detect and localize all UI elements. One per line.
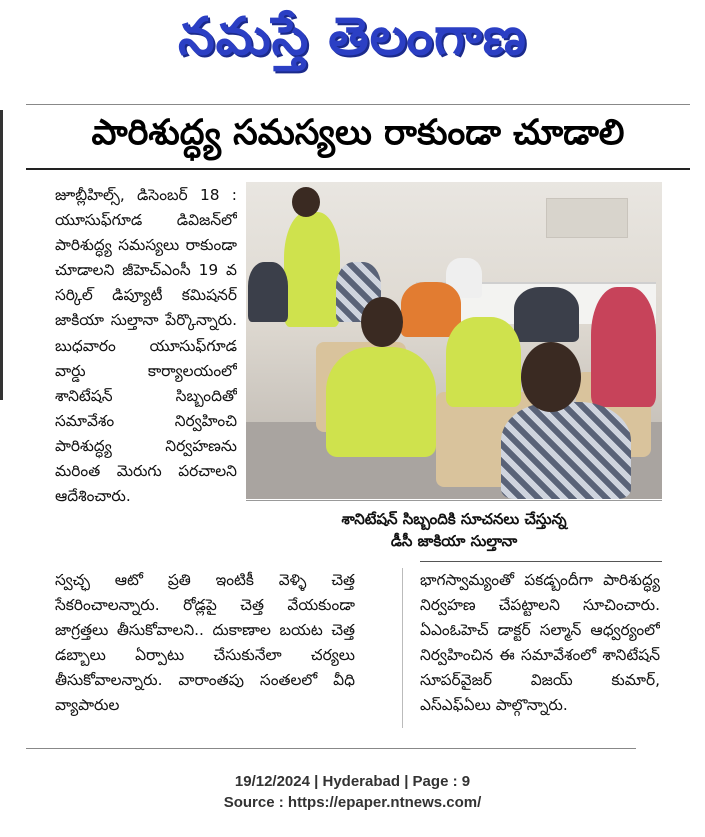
person [591, 287, 656, 407]
person-head [521, 342, 581, 412]
article-headline [26, 108, 690, 166]
person [326, 347, 436, 457]
photo-divider [246, 500, 662, 501]
caption-divider [420, 561, 662, 562]
person [501, 402, 631, 499]
news-photo [246, 182, 662, 499]
person [248, 262, 288, 322]
footer-date-line: 19/12/2024 | Hyderabad | Page : 9 [234, 773, 471, 790]
person [401, 282, 461, 337]
article-column-bottom: స్వచ్ఛ ఆటో ప్రతి ఇంటికీ వెళ్ళి చెత్త సేకరించాలన్నారు. రోడ్లపై చెత్త వేయకుండా జాగ్రత్తలు తీసుకోవాలని.. దుకాణాల బయట చెత్త డబ్బాలు ఏర్పాటు చేసుకునేలా చర్యలు తీసుకోవాలన్నారు. వారాంతపు సంతలలో వీధి వ్యాపారుల [55, 571, 355, 715]
wall-shelf [546, 198, 628, 238]
article-column-right: భాగస్వామ్యంతో పకడ్బందీగా పారిశుద్ధ్య నిర్వహణ చేపట్టాలని సూచించారు. ఏఎంఓహెచ్ డాక్టర్ సల్మాన్ ఆధ్వర్యంలో నిర్వహించిన ఈ సమావేశంలో శానిటేషన్ సూపర్‌వైజర్ విజయ్ కుమార్, ఎస్‌ఎఫ్‌ఏలు పాల్గొన్నారు. [420, 571, 660, 715]
person-standing [284, 212, 340, 327]
person-head [292, 187, 320, 217]
top-divider [26, 104, 690, 105]
headline-text: పారిశుద్ధ్య సమస్యలు రాకుండా చూడాలి [91, 113, 625, 153]
column-divider [402, 568, 403, 728]
person [514, 287, 579, 342]
headline-divider [26, 168, 690, 170]
page-edge-line [0, 110, 3, 400]
photo-caption [246, 508, 662, 554]
person-head [361, 297, 403, 347]
article-column-left: జూబ్లీహిల్స్, డిసెంబర్ 18 : యూసుఫ్‌గూడ డివిజన్‌లో పారిశుద్ధ్య సమస్యలు రాకుండా చూడాలని జీహెచ్‌ఎంసీ 19 వ సర్కిల్ డిప్యూటీ కమిషనర్ జాకియా సుల్తానా పేర్కొన్నారు. బుధవారం యూసుఫ్‌గూడ వార్డు కార్యాలయంలో శానిటేషన్ సిబ్బందితో సమావేశం నిర్వహించి పారిశుద్ధ్య నిర్వహణను మరింత మెరుగు పరచాలని ఆదేశించారు. [55, 186, 237, 506]
source-footer [0, 771, 705, 813]
footer-source-line: Source : https://epaper.ntnews.com/ [223, 794, 482, 811]
newspaper-logo: నమస్తే తెలంగాణ [178, 6, 527, 67]
caption-line-1: శానిటేషన్ సిబ్బందికి సూచనలు చేస్తున్న [341, 510, 567, 528]
bottom-divider [26, 748, 636, 749]
caption-line-2: డీసీ జాకియా సుల్తానా [390, 532, 518, 550]
masthead [0, 4, 705, 82]
person [446, 317, 521, 407]
